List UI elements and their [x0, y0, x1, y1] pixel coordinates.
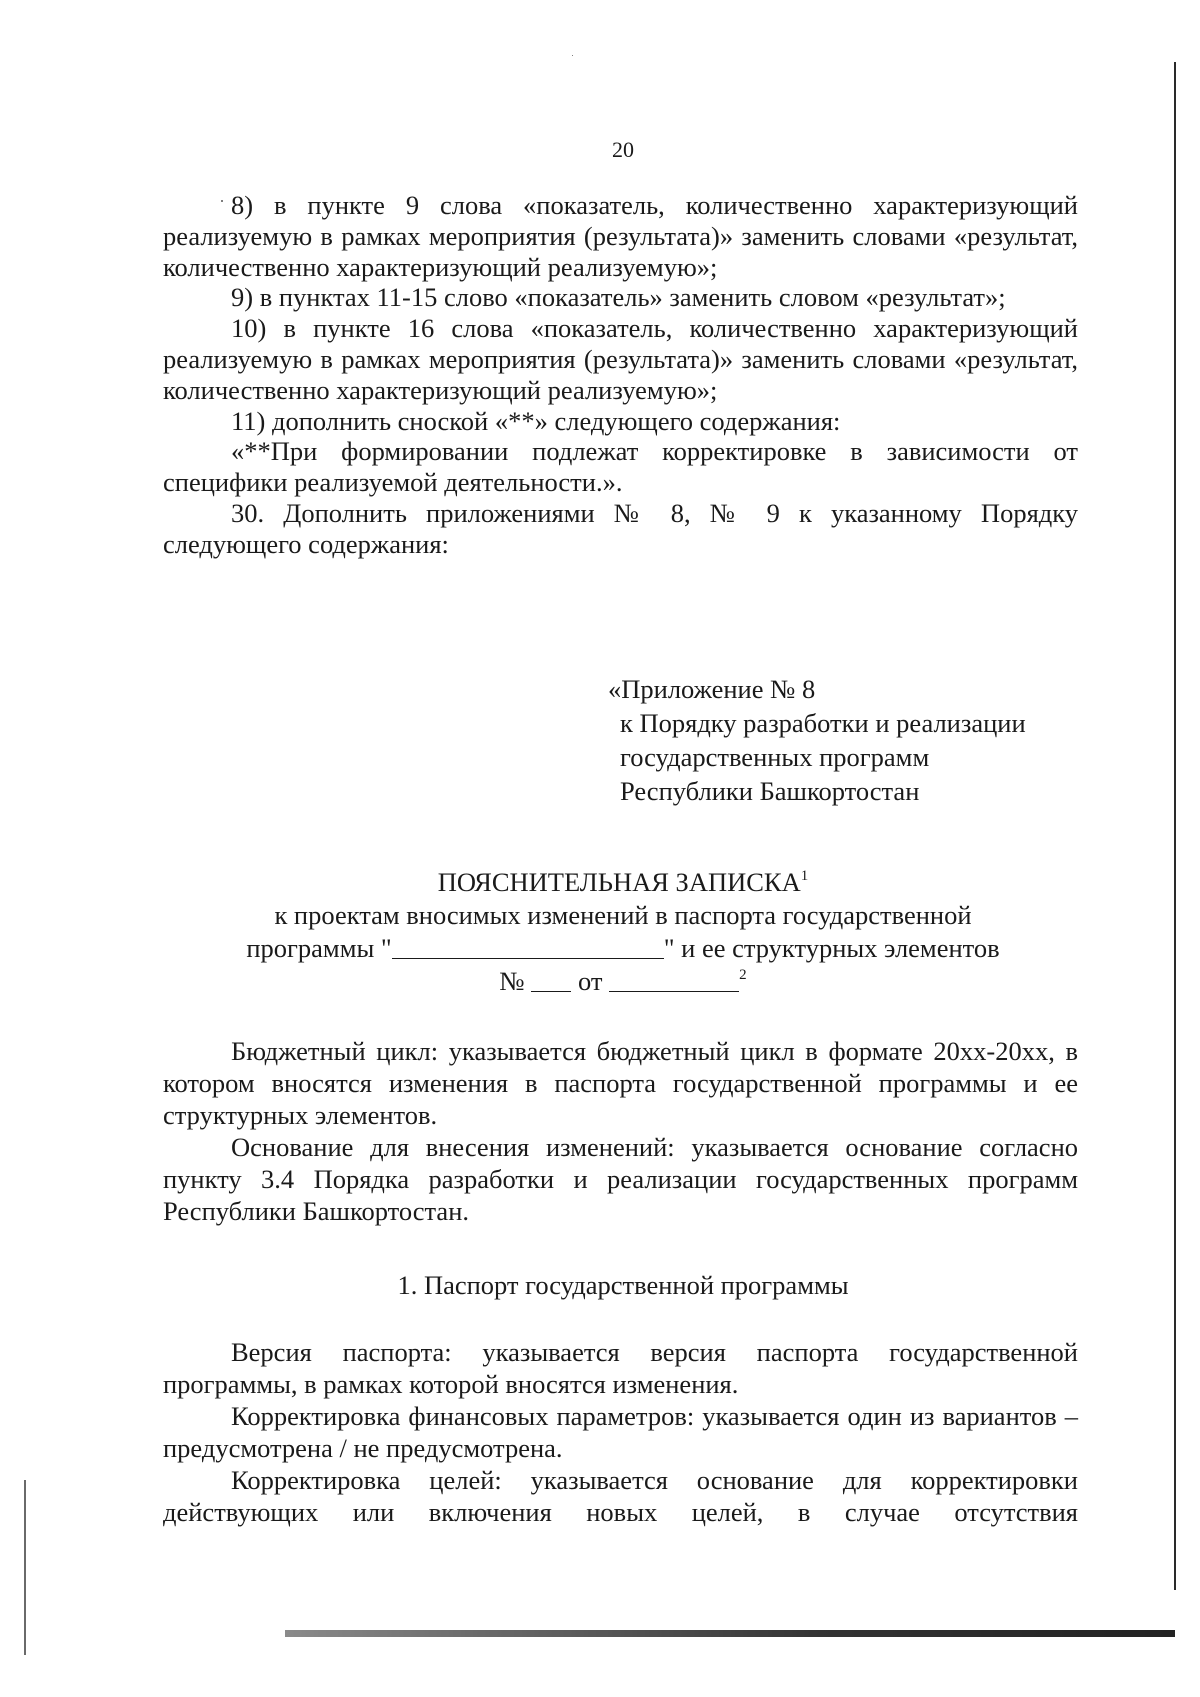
appendix-header: [608, 672, 1026, 808]
note-subtitle: к проектам вносимых изменений в паспорта государственной: [274, 900, 972, 930]
footnote-ref: 1: [800, 868, 809, 884]
amendment-item: 8) в пункте 9 слова «показатель, количественно характеризующий реализуемую в рамках мероприятия (результата)» заменить словами «результат, количественно характеризующий реализуемую»;: [163, 190, 1078, 282]
date-blank: [609, 969, 739, 992]
page-number: 20: [612, 137, 634, 162]
scan-speck: [572, 55, 573, 56]
number-blank: [531, 969, 571, 992]
note-title-text: ПОЯСНИТЕЛЬНАЯ ЗАПИСКА: [437, 867, 801, 897]
paragraph: Корректировка целей: указывается основание для корректировки действующих или включения новых целей, в случае отсутствия: [163, 1465, 1078, 1527]
section-block: [163, 1336, 1078, 1528]
paragraph: Бюджетный цикл: указывается бюджетный цикл в формате 20хх-20хх, в котором вносятся изменения в паспорта государственной программы и ее структурных элементов.: [163, 1036, 1078, 1130]
amendments-block: [163, 190, 1078, 560]
appendix-line: Республики Башкортостан: [620, 776, 920, 806]
appendix-line: государственных программ: [620, 742, 930, 772]
number-label: №: [499, 966, 525, 996]
note-title: [0, 866, 1200, 899]
explanatory-note-heading: [0, 866, 1200, 998]
program-label: программы ": [246, 933, 392, 963]
paragraph: Корректировка финансовых параметров: указывается один из вариантов – предусмотрена / не предусмотрена.: [163, 1401, 1078, 1463]
note-number-line: [0, 965, 1200, 998]
amendment-item: 11) дополнить сноской «**» следующего содержания:: [231, 405, 841, 436]
scan-edge-right: [1174, 62, 1176, 1590]
footnote-ref: 2: [739, 967, 747, 983]
note-program-line: [0, 932, 1200, 965]
amendment-item: «**При формировании подлежат корректировке в зависимости от специфики реализуемой деятельности.».: [163, 436, 1078, 498]
paragraph: Основание для внесения изменений: указывается основание согласно пункту 3.4 Порядка разработки и реализации государственных программ Республики Башкортостан.: [163, 1132, 1078, 1226]
appendix-line: «Приложение № 8: [608, 674, 816, 704]
amendment-item: 30. Дополнить приложениями № 8, № 9 к указанному Порядку следующего содержания:: [163, 497, 1078, 559]
program-line-end: " и ее структурных элементов: [663, 933, 1000, 963]
scan-edge-bottom: [285, 1630, 1175, 1637]
amendment-item: 9) в пунктах 11-15 слово «показатель» заменить словом «результат»;: [231, 282, 1006, 313]
date-label: от: [577, 966, 603, 996]
intro-block: [163, 1035, 1078, 1227]
scan-edge-left: [24, 1480, 26, 1655]
appendix-line: к Порядку разработки и реализации: [620, 708, 1026, 738]
amendment-item: 10) в пункте 16 слова «показатель, количественно характеризующий реализуемую в рамках мероприятия (результата)» заменить словами «результат, количественно характеризующий реализуемую»;: [163, 313, 1078, 405]
program-name-blank: [392, 936, 664, 959]
paragraph: Версия паспорта: указывается версия паспорта государственной программы, в рамках которой вносятся изменения.: [163, 1337, 1078, 1399]
section-title: 1. Паспорт государственной программы: [397, 1270, 849, 1300]
